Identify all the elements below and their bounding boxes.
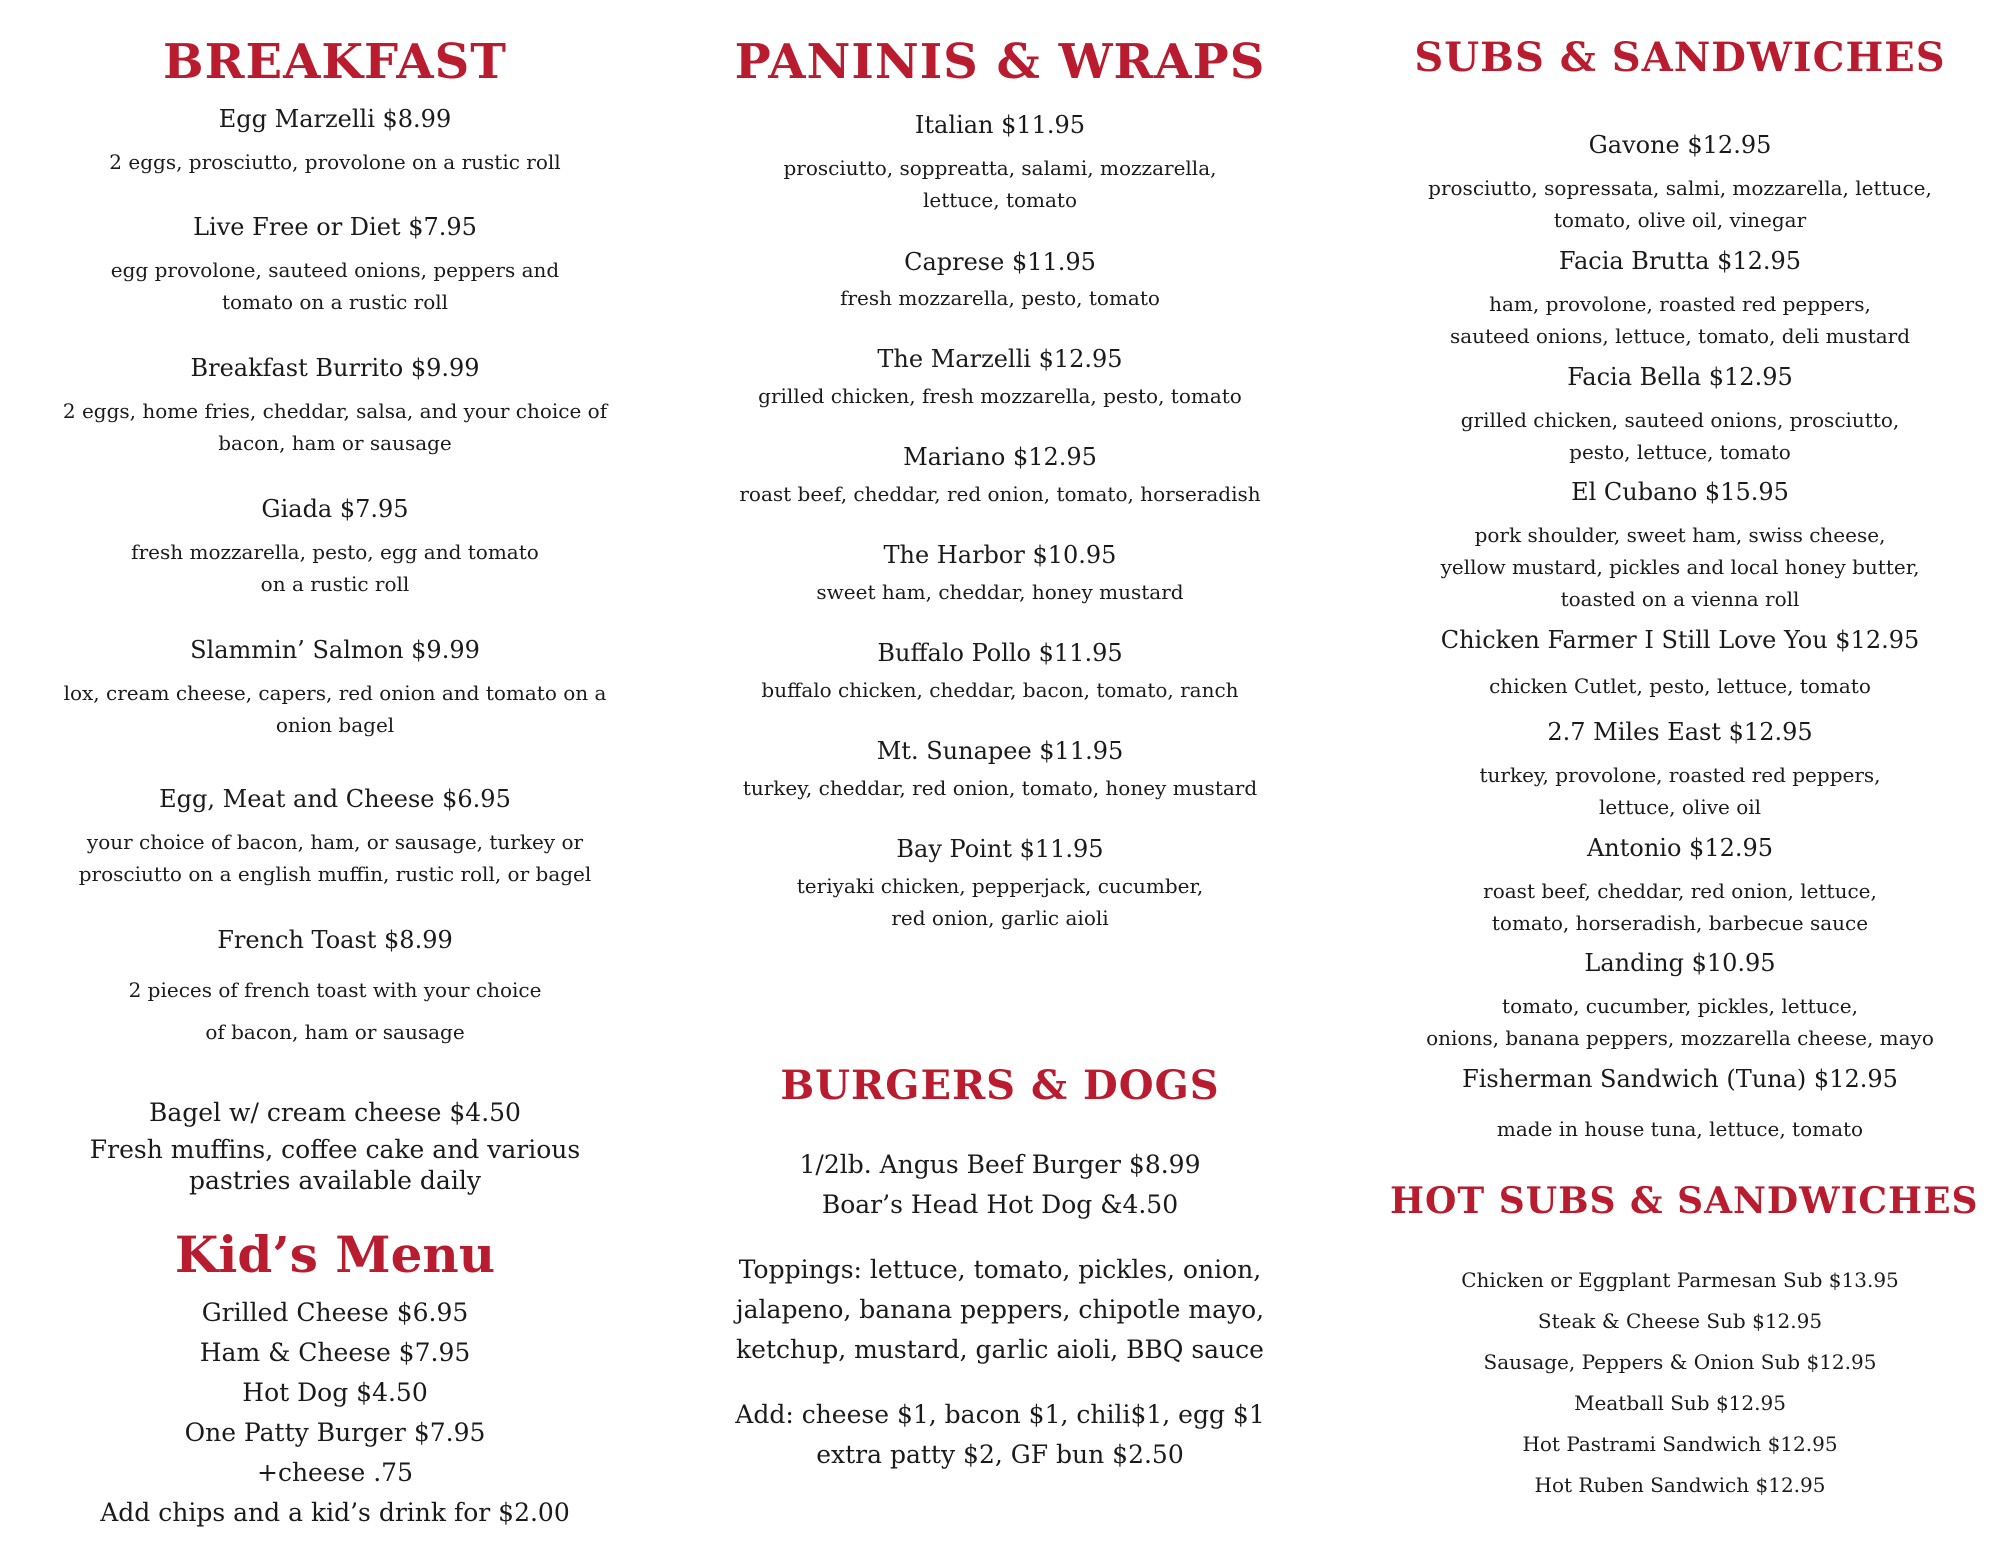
breakfast-item-name: French Toast $8.99 [217, 926, 453, 954]
muffins-line: pastries available daily [189, 1166, 481, 1195]
panini-item-name: Mariano $12.95 [903, 443, 1097, 471]
desc-line: grilled chicken, fresh mozzarella, pesto, tomato [758, 384, 1242, 408]
panini-item-desc [700, 772, 1300, 804]
bagel-item: Bagel w/ cream cheese $4.50 [149, 1098, 521, 1127]
subs-column [1390, 0, 1979, 1545]
burger-item: 1/2lb. Angus Beef Burger $8.99 [799, 1150, 1201, 1179]
desc-line: prosciutto, soppreatta, salami, mozzarella, [783, 156, 1217, 180]
add-on-line: Add: cheese $1, bacon $1, chili$1, egg $1 [735, 1400, 1265, 1429]
kids-item: Hot Dog $4.50 [242, 1378, 428, 1407]
panini-item-desc [700, 576, 1300, 608]
add-ons-note [700, 1395, 1300, 1475]
panini-item-name: Bay Point $11.95 [896, 835, 1104, 863]
hot-sub-item: Meatball Sub $12.95 [1574, 1391, 1786, 1415]
desc-line: teriyaki chicken, pepperjack, cucumber, [796, 874, 1204, 898]
desc-line: red onion, garlic aioli [891, 906, 1109, 930]
panini-item-name: The Harbor $10.95 [883, 541, 1117, 569]
sub-item-name: Landing $10.95 [1584, 949, 1776, 977]
desc-line: lox, cream cheese, capers, red onion and tomato on a [63, 681, 607, 705]
desc-line: tomato, horseradish, barbecue sauce [1491, 911, 1869, 935]
sub-item-desc [1390, 670, 1970, 702]
muffins-note [40, 1134, 630, 1196]
desc-line: 2 pieces of french toast with your choice [128, 978, 542, 1002]
desc-line: egg provolone, sauteed onions, peppers and [110, 258, 560, 282]
hot-sub-item: Steak & Cheese Sub $12.95 [1537, 1309, 1823, 1333]
desc-line: tomato, cucumber, pickles, lettuce, [1502, 994, 1858, 1018]
desc-line: ham, provolone, roasted red peppers, [1489, 292, 1871, 316]
desc-line: onion bagel [275, 713, 395, 737]
subs-heading: SUBS & SANDWICHES [1414, 34, 1946, 81]
desc-line: fresh mozzarella, pesto, tomato [840, 286, 1160, 310]
breakfast-item-desc [40, 254, 630, 318]
desc-line: bacon, ham or sausage [218, 431, 452, 455]
desc-line: prosciutto on a english muffin, rustic roll, or bagel [78, 862, 592, 886]
desc-line: lettuce, tomato [923, 188, 1077, 212]
desc-line: prosciutto, sopressata, salmi, mozzarella, lettuce, [1428, 176, 1932, 200]
kids-item: Add chips and a kid’s drink for $2.00 [100, 1498, 570, 1527]
desc-line: turkey, cheddar, red onion, tomato, honey mustard [742, 776, 1258, 800]
sub-item-desc [1390, 519, 1970, 615]
kids-item: +cheese .75 [257, 1458, 413, 1487]
sub-item-desc [1390, 759, 1970, 823]
burgers-list [700, 1145, 1300, 1225]
desc-line: sauteed onions, lettuce, tomato, deli mustard [1449, 324, 1911, 348]
desc-line: 2 eggs, home fries, cheddar, salsa, and your choice of [62, 399, 608, 423]
breakfast-item-desc [40, 146, 630, 178]
sub-item-desc [1390, 404, 1970, 468]
panini-item-desc [700, 380, 1300, 412]
desc-line: roast beef, cheddar, red onion, lettuce, [1483, 879, 1877, 903]
kids-menu-heading: Kid’s Menu [174, 1225, 496, 1284]
panini-item-name: Mt. Sunapee $11.95 [876, 737, 1124, 765]
desc-line: of bacon, ham or sausage [205, 1020, 465, 1044]
sub-item-desc [1390, 875, 1970, 939]
panini-item-desc [700, 152, 1300, 216]
panini-item-name: Italian $11.95 [914, 111, 1086, 139]
panini-item-desc [700, 674, 1300, 706]
panini-item-desc [700, 478, 1300, 510]
burgers-heading: BURGERS & DOGS [780, 1062, 1220, 1109]
breakfast-item-name: Egg Marzelli $8.99 [218, 105, 452, 133]
panini-item-name: The Marzelli $12.95 [877, 345, 1123, 373]
kids-menu-list [40, 1293, 630, 1533]
desc-line: lettuce, olive oil [1598, 795, 1762, 819]
kids-item: One Patty Burger $7.95 [184, 1418, 486, 1447]
breakfast-column [40, 0, 630, 1545]
breakfast-item-name: Egg, Meat and Cheese $6.95 [159, 785, 511, 813]
toppings-note [700, 1250, 1300, 1370]
desc-line: your choice of bacon, ham, or sausage, turkey or [86, 830, 584, 854]
desc-line: yellow mustard, pickles and local honey butter, [1440, 555, 1920, 579]
hot-sub-item: Sausage, Peppers & Onion Sub $12.95 [1483, 1350, 1877, 1374]
paninis-column [700, 0, 1300, 1545]
hot-sub-item: Chicken or Eggplant Parmesan Sub $13.95 [1461, 1268, 1899, 1292]
sub-item-name: Fisherman Sandwich (Tuna) $12.95 [1462, 1065, 1898, 1093]
breakfast-item-desc [40, 395, 630, 459]
sub-item-name: Facia Brutta $12.95 [1558, 247, 1802, 275]
desc-line: sweet ham, cheddar, honey mustard [816, 580, 1184, 604]
sub-item-desc [1390, 990, 1970, 1054]
hot-sub-item: Hot Pastrami Sandwich $12.95 [1522, 1432, 1838, 1456]
muffins-line: Fresh muffins, coffee cake and various [89, 1135, 581, 1164]
desc-line: toasted on a vienna roll [1560, 587, 1800, 611]
add-on-line: extra patty $2, GF bun $2.50 [816, 1440, 1184, 1469]
desc-line: buffalo chicken, cheddar, bacon, tomato, ranch [761, 678, 1239, 702]
panini-item-desc [700, 282, 1300, 314]
breakfast-item-name: Live Free or Diet $7.95 [193, 213, 477, 241]
desc-line: turkey, provolone, roasted red peppers, [1479, 763, 1881, 787]
desc-line: on a rustic roll [260, 572, 410, 596]
panini-item-name: Buffalo Pollo $11.95 [877, 639, 1123, 667]
desc-line: pork shoulder, sweet ham, swiss cheese, [1474, 523, 1886, 547]
desc-line: chicken Cutlet, pesto, lettuce, tomato [1489, 674, 1871, 698]
breakfast-heading: BREAKFAST [163, 34, 507, 90]
sub-item-desc [1390, 1113, 1970, 1145]
desc-line: tomato, olive oil, vinegar [1553, 208, 1807, 232]
breakfast-item-desc [40, 826, 630, 890]
desc-line: grilled chicken, sauteed onions, prosciutto, [1460, 408, 1900, 432]
toppings-line: Toppings: lettuce, tomato, pickles, onion, [738, 1255, 1262, 1284]
sub-item-desc [1390, 288, 1970, 352]
breakfast-item-name: Breakfast Burrito $9.99 [190, 354, 480, 382]
toppings-line: jalapeno, banana peppers, chipotle mayo, [735, 1295, 1265, 1324]
sub-item-name: Antonio $12.95 [1586, 834, 1774, 862]
desc-line: tomato on a rustic roll [221, 290, 449, 314]
burger-item: Boar’s Head Hot Dog &4.50 [821, 1190, 1179, 1219]
desc-line: 2 eggs, prosciutto, provolone on a rustic roll [109, 150, 561, 174]
breakfast-item-desc [40, 536, 630, 600]
sub-item-name: 2.7 Miles East $12.95 [1547, 718, 1813, 746]
panini-item-desc [700, 870, 1300, 934]
breakfast-item-desc [40, 969, 630, 1053]
desc-line: roast beef, cheddar, red onion, tomato, horseradish [739, 482, 1261, 506]
desc-line: pesto, lettuce, tomato [1569, 440, 1791, 464]
sub-item-name: Chicken Farmer I Still Love You $12.95 [1440, 626, 1920, 654]
desc-line: made in house tuna, lettuce, tomato [1496, 1117, 1864, 1141]
desc-line: onions, banana peppers, mozzarella cheese, mayo [1426, 1026, 1934, 1050]
kids-item: Ham & Cheese $7.95 [199, 1338, 471, 1367]
hot-subs-list [1390, 1260, 1970, 1506]
sub-item-name: Facia Bella $12.95 [1567, 363, 1793, 391]
breakfast-item-desc [40, 677, 630, 741]
paninis-heading: PANINIS & WRAPS [734, 34, 1266, 90]
sub-item-desc [1390, 172, 1970, 236]
panini-item-name: Caprese $11.95 [904, 248, 1096, 276]
breakfast-item-name: Slammin’ Salmon $9.99 [190, 636, 480, 664]
sub-item-name: Gavone $12.95 [1588, 131, 1772, 159]
desc-line: fresh mozzarella, pesto, egg and tomato [131, 540, 539, 564]
kids-item: Grilled Cheese $6.95 [201, 1298, 469, 1327]
sub-item-name: El Cubano $15.95 [1571, 478, 1789, 506]
toppings-line: ketchup, mustard, garlic aioli, BBQ sauce [736, 1335, 1264, 1364]
hot-sub-item: Hot Ruben Sandwich $12.95 [1534, 1473, 1826, 1497]
breakfast-item-name: Giada $7.95 [261, 495, 409, 523]
hot-subs-heading: HOT SUBS & SANDWICHES [1390, 1180, 1979, 1222]
